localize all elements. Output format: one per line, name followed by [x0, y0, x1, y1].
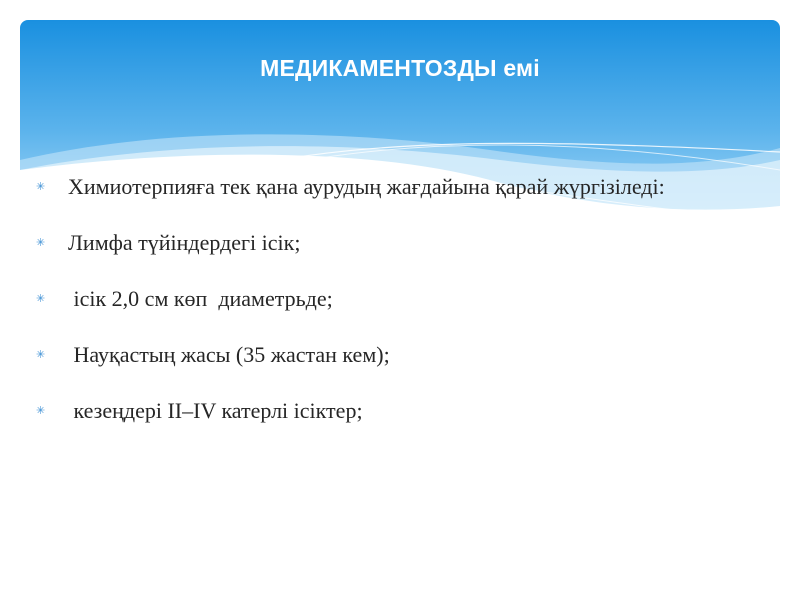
- bullet-item: [36, 388, 736, 434]
- bullet-text: Науқастың жасы (35 жастан кем);: [68, 342, 390, 367]
- asterisk-icon: ✳: [36, 236, 46, 249]
- bullet-text: Химиотерпияға тек қана аурудың жағдайына қарай жүргізіледі:: [68, 174, 665, 199]
- bullet-item: [36, 164, 736, 210]
- bullet-text: ісік 2,0 см көп диаметрьде;: [68, 286, 333, 311]
- asterisk-icon: ✳: [36, 348, 46, 361]
- bullet-item: [36, 332, 736, 378]
- bullet-item: [36, 220, 736, 266]
- bullet-item: [36, 276, 736, 322]
- bullet-text: Лимфа түйіндердегі ісік;: [68, 230, 301, 255]
- asterisk-icon: ✳: [36, 292, 46, 305]
- bullet-list: [36, 164, 736, 444]
- bullet-text: кезеңдері II–IV катерлі ісіктер;: [68, 398, 363, 423]
- slide-title: МЕДИКАМЕНТОЗДЫ емі: [260, 55, 540, 81]
- asterisk-icon: ✳: [36, 180, 46, 193]
- asterisk-icon: ✳: [36, 404, 46, 417]
